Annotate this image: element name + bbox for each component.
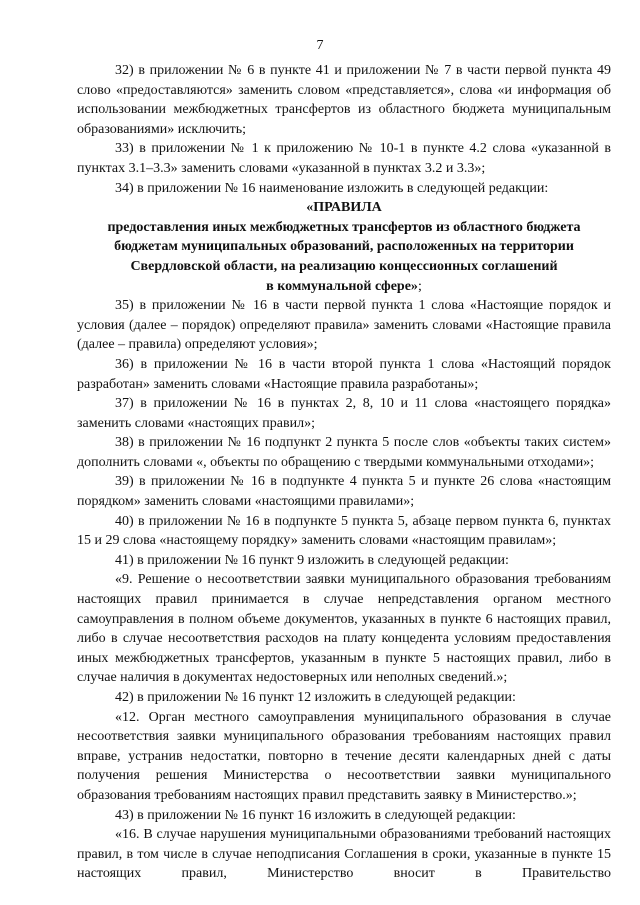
paragraph-36: 36) в приложении № 16 в части второй пункта 1 слова «Настоящий порядок разработан» заменить словами «Настоящие правила разработаны»; xyxy=(77,356,611,392)
paragraph-34: 34) в приложении № 16 наименование изложить в следующей редакции: xyxy=(115,180,549,196)
paragraph-41: 41) в приложении № 16 пункт 9 изложить в следующей редакции: xyxy=(115,552,509,568)
paragraph-33: 33) в приложении № 1 к приложению № 10-1 в пункте 4.2 слова «указанной в пунктах 3.1–3.3» заменить словами «указанной в пунктах 3.2 и 3.3»; xyxy=(77,141,611,176)
paragraph-39: 39) в приложении № 16 в подпункте 4 пункта 5 и пункте 26 слова «настоящим порядком» заменить словами «настоящими правилами»; xyxy=(77,474,611,510)
paragraph-35: 35) в приложении № 16 в части первой пункта 1 слова «Настоящие порядок и условия (далее – порядок) определяют правила» заменить словами «Настоящие правила (далее – правила) определяют условия»; xyxy=(77,298,611,353)
document-body xyxy=(77,61,611,884)
heading-line-5-text: в коммунальной сфере» xyxy=(266,278,418,294)
paragraph-42-point-12: «12. Орган местного самоуправления муниципального образования в случае несоответствия заявки муниципального образования требованиям настоящих правил вправе, устранив недостатки, повторно в течение десяти календарных дней с даты получения решения Министерства о несоответствии заявки муниципального образования требованиям настоящих правил представить заявку в Министерство.»; xyxy=(77,709,611,803)
paragraph-41-point-9: «9. Решение о несоответствии заявки муниципального образования требованиям настоящих правил принимается в случае непредставления органом местного самоуправления в полном объеме документов, указанных в пункте 6 настоящих правил, либо в случае несоответствия расходов на плату концедента условиям предоставления иных межбюджетных трансфертов, указанным в пункте 5 настоящих правил, либо в случае наличия в документах недостоверных или неполных сведений.»; xyxy=(77,572,611,686)
paragraph-32: 32) в приложении № 6 в пункте 41 и приложении № 7 в части первой пункта 49 слово «предоставляются» заменить словом «представляется», слова «и информация об использовании межбюджетных трансфертов из областного бюджета муниципальным образованиями» исключить; xyxy=(77,63,611,137)
heading-line-1: «ПРАВИЛА xyxy=(306,200,382,216)
paragraph-42: 42) в приложении № 16 пункт 12 изложить в следующей редакции: xyxy=(115,690,516,705)
paragraph-43: 43) в приложении № 16 пункт 16 изложить в следующей редакции: xyxy=(115,807,516,823)
heading-line-5 xyxy=(77,277,611,297)
paragraph-37: 37) в приложении № 16 в пунктах 2, 8, 10 и 11 слова «настоящего порядка» заменить словами «настоящих правил»; xyxy=(77,396,611,431)
paragraph-43-point-16: «16. В случае нарушения муниципальными образованиями требований настоящих правил, в том числе в случае неподписания Соглашения в сроки, указанные в пункте 15 настоящих правил, Министерство вносит в Правительство xyxy=(77,827,611,882)
page-number: 7 xyxy=(316,38,324,53)
heading-suffix: ; xyxy=(417,278,422,294)
heading-line-2: предоставления иных межбюджетных трансфертов из областного бюджета xyxy=(107,219,581,235)
paragraph-40: 40) в приложении № 16 в подпункте 5 пункта 5, абзаце первом пункта 6, пунктах 15 и 29 слова «настоящему порядку» заменить словами «настоящим правилам»; xyxy=(77,513,611,549)
heading-line-4: Свердловской области, на реализацию концессионных соглашений xyxy=(130,258,558,274)
heading-line-3: бюджетам муниципальных образований, расположенных на территории xyxy=(114,239,574,255)
rules-heading xyxy=(77,198,611,296)
paragraph-38: 38) в приложении № 16 подпункт 2 пункта 5 после слов «объекты таких систем» дополнить словами «, объекты по обращению с твердыми коммунальными отходами»; xyxy=(77,435,611,470)
